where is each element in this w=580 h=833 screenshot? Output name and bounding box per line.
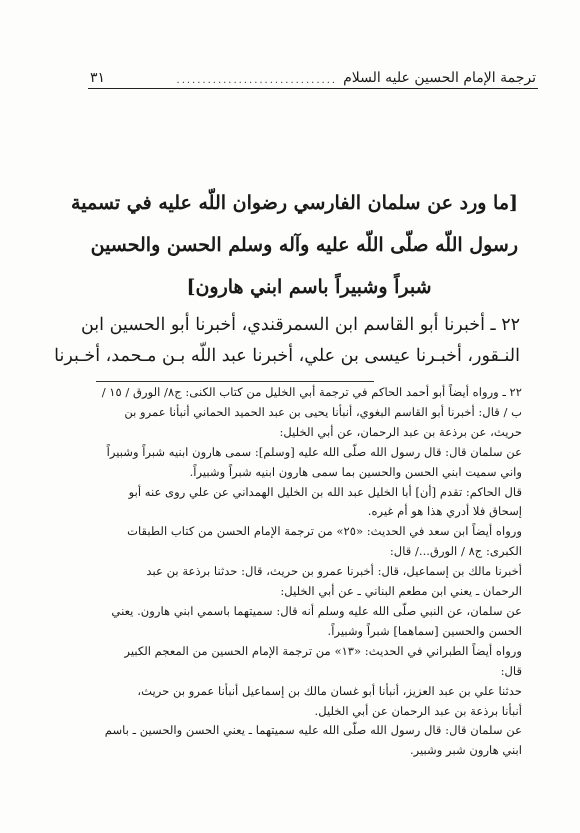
- footnote-line: الرحمان ـ يعني ابن مطعم البناني ـ عن أبي الخليل:: [280, 584, 522, 599]
- footnote-line: واني سميت ابني الحسن والحسين بما سمى هارون ابنيه شبراً وشبيراً.: [189, 464, 522, 479]
- footnote-line: الحسن والحسين [سماهما] شبراً وشبيراً.: [327, 623, 522, 638]
- footnote-line: ٢٢ ـ ورواه أيضاً أبو أحمد الحاكم في ترجمة أبي الخليل من كتاب الكنى: ج٨/ الورق / ١٥ /: [101, 385, 522, 399]
- entry-line: ٢٢ ـ أخبرنا أبو القاسم ابن السمرقندي، أخبرنا أبو الحسين ابن: [80, 315, 520, 335]
- entry-line: النـقور، أخبـرنا عيسى بن علي، أخبرنا عبد اللّه بـن مـحمد، أخـبرنا: [54, 346, 520, 366]
- footnote-line: أنبأنا برذعة بن عبد الرحمان عن أبي الخليل.: [314, 703, 522, 718]
- running-header: [90, 64, 536, 86]
- footnote-line: ورواه أيضاً الطبراني في الحديث: «١٣» من ترجمة الإمام الحسين من المعجم الكبير: [124, 643, 522, 658]
- footnote-line: ابني هارون شبر وشبير.: [409, 743, 522, 758]
- running-title: ترجمة الإمام الحسين عليه السلام: [343, 70, 536, 86]
- page-number: ٣١: [90, 70, 106, 86]
- footnote-line: أخبرنا مالك بن إسماعيل، قال: أخبرنا عمرو بن حريث، قال: حدثنا برذعة بن عبد: [146, 564, 522, 579]
- hadith-entry: [54, 310, 520, 372]
- footnote-line: إسحاق فلا أدري هذا هو أم غيره.: [367, 504, 522, 519]
- leader-dots: ...............................: [176, 75, 338, 86]
- footnote-line: ب / قال: أخبرنا أبو القاسم البغوي، أنبأنا يحيى بن عبد الحميد الحماني أنبأنا عمرو بن: [124, 404, 522, 419]
- footnote-line: الكبرى: ج٨ / الورق.../ قال:: [389, 544, 522, 559]
- footnote-line: قال الحاكم: تقدم [أن] أبا الخليل عبد الله بن الخليل الهمداني عن علي روى عنه أبو: [128, 484, 522, 499]
- footnotes: [92, 383, 522, 761]
- footnote-line: حدثنا علي بن عبد العزيز، أنبأنا أبو غسان مالك بن إسماعيل أنبأنا عمرو بن حريث،: [137, 683, 522, 698]
- header-rule: [88, 88, 538, 89]
- section-heading: [71, 182, 518, 308]
- footnote-rule: [96, 381, 374, 382]
- footnote-line: حريث، عن برذعة بن عبد الرحمان، عن أبي الخليل:: [279, 424, 522, 439]
- heading-line: رسول اللّه صلّى اللّه عليه وآله وسلم الحسن والحسين: [90, 234, 518, 256]
- footnote-line: عن سلمان قال: قال رسول الله صلّى الله عليه سميتهما ـ يعني الحسن والحسين ـ باسم: [104, 723, 522, 738]
- heading-line: [ما ورد عن سلمان الفارسي رضوان اللّه عليه في تسمية: [71, 192, 518, 214]
- heading-line: شبراً وشبيراً باسم ابني هارون]: [186, 276, 432, 298]
- footnote-line: عن سلمان، عن النبي صلّى الله عليه وسلم أنه قال: سميتهما باسمي ابني هارون. يعني: [111, 603, 522, 618]
- footnote-line: قال:: [500, 663, 522, 678]
- footnote-line: عن سلمان قال: قال رسول الله صلّى الله عليه [وسلم]: سمى هارون ابنيه شبراً وشبيراً: [106, 444, 522, 459]
- footnote-line: ورواه أيضاً ابن سعد في الحديث: «٢٥» من ترجمة الإمام الحسن من كتاب الطبقات: [127, 524, 522, 539]
